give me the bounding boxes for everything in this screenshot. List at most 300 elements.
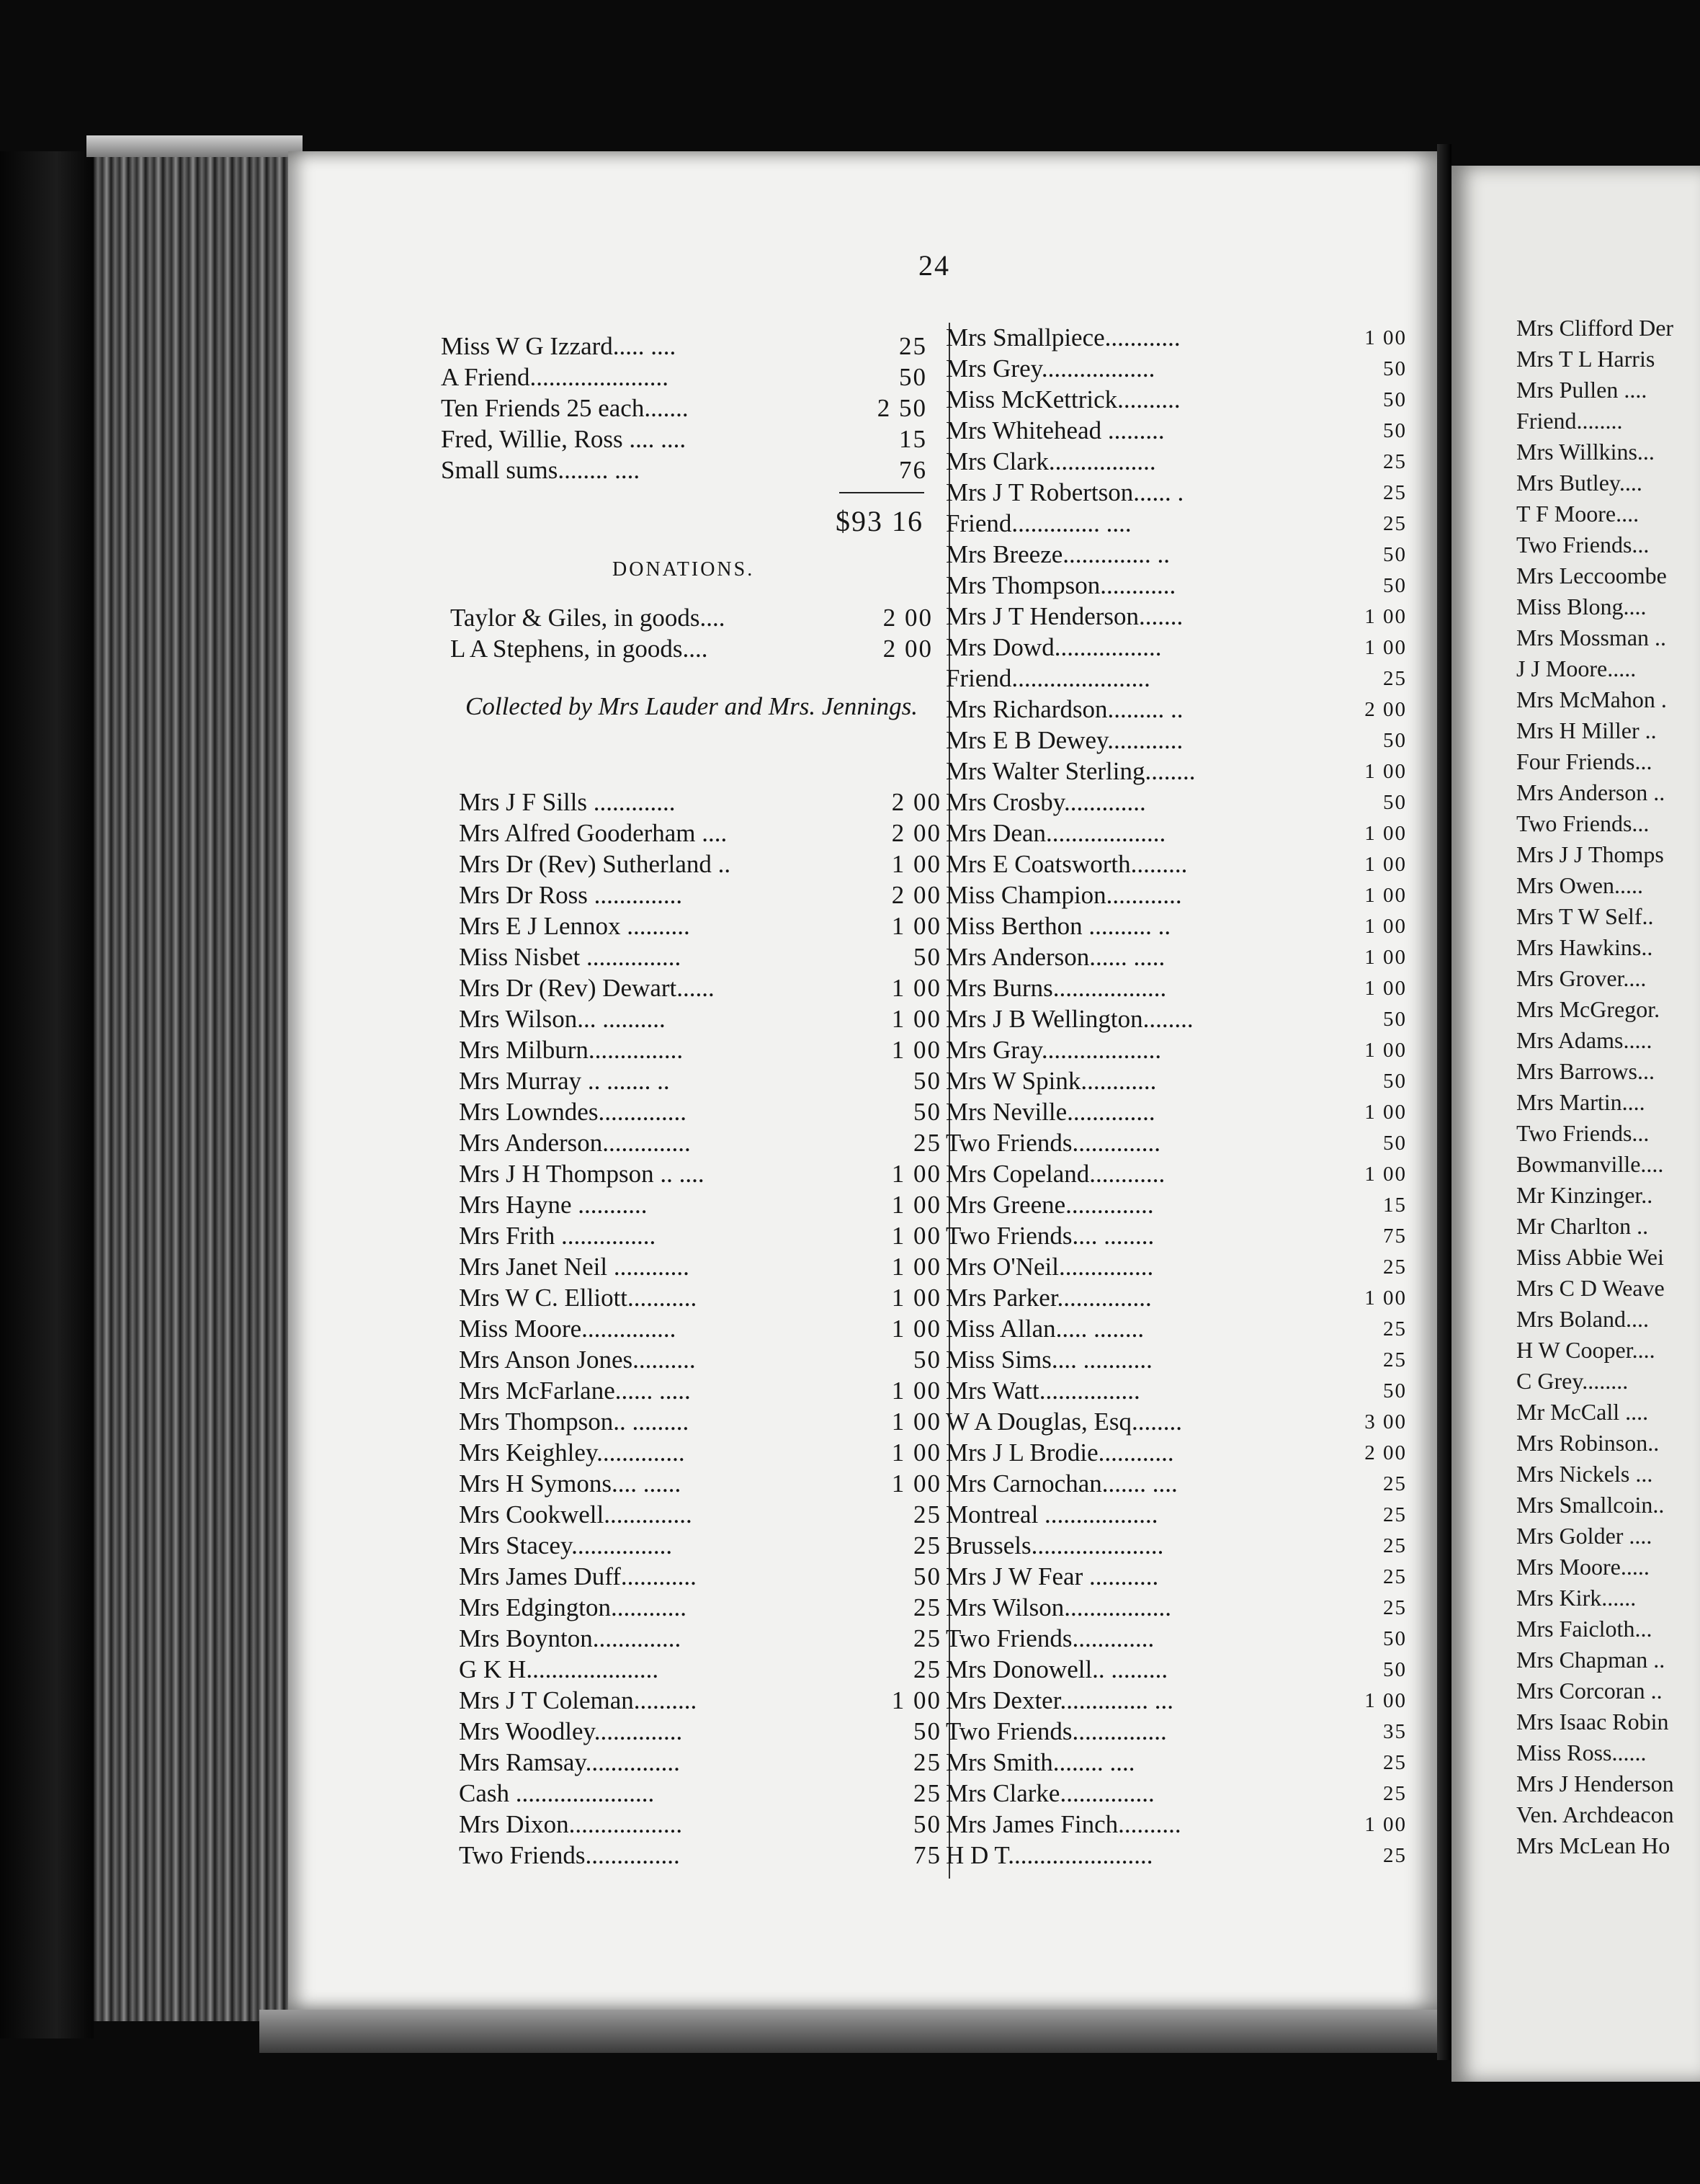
ledger-row [459,1531,941,1561]
donation-amount: 50 [1383,1658,1407,1681]
donor-name: Mrs Crosby............. [946,788,1146,816]
donor-name: Mrs Burns.................. [946,974,1167,1002]
donor-name: H D T....................... [946,1841,1153,1869]
donor-name: Mrs Edgington............ [459,1593,686,1621]
donor-name: Mrs McFarlane...... ..... [459,1377,691,1405]
donation-amount: 25 [1383,1348,1407,1371]
ledger-row [946,1500,1407,1530]
ledger-row [441,424,927,455]
donor-name: Mrs Frith ............... [459,1222,656,1250]
ledger-row [459,1283,941,1313]
donor-name: Mrs James Finch.......... [946,1810,1181,1838]
facing-page-entry: Mrs Robinson.. [1516,1430,1660,1456]
ledger-row [946,1345,1407,1375]
ledger-row [946,1128,1407,1158]
donor-name: Mrs J T Coleman.......... [459,1686,697,1714]
ledger-row [459,849,941,880]
donation-amount: 1 00 [1364,326,1407,349]
donation-amount: 50 [1383,1627,1407,1650]
donation-amount: 25 [1383,1534,1407,1557]
donor-name: Mrs E Coatsworth......... [946,850,1188,878]
donation-amount: 25 [913,1748,941,1776]
donor-name: Mrs Dr (Rev) Sutherland .. [459,850,731,878]
donation-amount: 25 [1383,1256,1407,1279]
donation-amount: 2 00 [1364,1441,1407,1464]
donation-amount: 25 [913,1779,941,1807]
page-edges [94,141,295,2021]
donor-name: Miss McKettrick.......... [946,385,1181,413]
facing-page-entry: Mrs Anderson .. [1516,779,1665,805]
ledger-row [946,1809,1407,1840]
ledger-row [946,973,1407,1003]
facing-page-entry: Mrs Faicloth... [1516,1616,1652,1642]
collected-heading: Collected by Mrs Lauder and Mrs. Jennings. [465,692,918,720]
ledger-row [946,1376,1407,1406]
ledger-row [459,973,941,1003]
facing-page-entry: Mrs Willkins... [1516,439,1655,465]
facing-page-entry: Ven. Archdeacon [1516,1802,1674,1827]
facing-page-entry: Miss Abbie Wei [1516,1244,1664,1270]
facing-page-entry: Mrs Butley.... [1516,470,1642,496]
ledger-row [459,1066,941,1096]
ledger-row [946,849,1407,880]
donor-name: Mrs Janet Neil ............ [459,1253,689,1281]
donor-name: Two Friends.............. [946,1129,1160,1157]
donation-amount: 25 [913,1531,941,1559]
facing-page-entry: Mrs McLean Ho [1516,1832,1670,1858]
donation-amount: 25 [1383,1565,1407,1588]
donor-name: Brussels..................... [946,1531,1164,1559]
ledger-row [946,1686,1407,1716]
donation-amount: 1 00 [1364,1813,1407,1836]
facing-page-entry: H W Cooper.... [1516,1337,1655,1363]
donation-amount: 75 [913,1841,941,1869]
donor-name: Mrs Dean................... [946,819,1166,847]
donation-amount: 1 00 [1364,884,1407,907]
ledger-row [946,1097,1407,1127]
ledger-row [459,787,941,818]
donor-name: Mrs Dexter.............. ... [946,1686,1173,1714]
ledger-row [946,1252,1407,1282]
donation-amount: 2 00 [891,881,941,909]
donor-name: Mrs Clark................. [946,447,1156,475]
donor-name: Mrs Parker............... [946,1284,1152,1312]
ledger-row [459,911,941,941]
ledger-row [459,942,941,972]
donor-name: Mrs Anson Jones.......... [459,1346,696,1374]
donor-name: Mrs Lowndes.............. [459,1098,686,1126]
donor-name: Mrs J H Thompson .. .... [459,1160,704,1188]
donor-name: Two Friends............... [946,1717,1167,1745]
donation-amount: 1 00 [891,1686,941,1714]
facing-page-entry: Mrs McMahon . [1516,686,1667,712]
ledger-row [946,385,1407,415]
donor-name: Mrs Grey.................. [946,354,1155,382]
donation-amount: 1 00 [1364,946,1407,969]
facing-page-entry: Mrs Adams..... [1516,1027,1652,1053]
donor-name: Mrs W C. Elliott........... [459,1284,697,1312]
facing-page-entry: Miss Blong.... [1516,594,1647,619]
ledger-row [946,1221,1407,1251]
ledger-row [459,1624,941,1654]
ledger-row [946,1531,1407,1561]
donation-amount: 50 [913,1067,941,1095]
donation-amount: 1 00 [891,912,941,940]
ledger-row [946,1035,1407,1065]
donation-amount: 1 00 [1364,605,1407,628]
ledger-row [459,1407,941,1437]
ledger-row [946,880,1407,910]
ledger-row [459,1500,941,1530]
donation-amount: 25 [1383,481,1407,504]
donation-amount: 50 [1383,1379,1407,1402]
donation-amount: 1 00 [891,1469,941,1498]
ledger-row [459,1376,941,1406]
book-gutter [1437,144,1451,2060]
page-bottom-edge [259,2010,1455,2053]
ledger-row [441,455,927,485]
donor-name: Mrs Wilson................. [946,1593,1171,1621]
ledger-row [450,634,933,664]
ledger-row [946,1190,1407,1220]
ledger-row [946,1593,1407,1623]
donation-amount: 25 [1383,1782,1407,1805]
donor-name: Mrs E B Dewey............ [946,726,1184,754]
donor-name: L A Stephens, in goods.... [450,635,708,663]
ledger-row [946,1407,1407,1437]
donation-amount: 2 50 [877,394,927,422]
donor-name: Ten Friends 25 each....... [441,394,689,422]
donation-amount: 1 00 [1364,1163,1407,1186]
ledger-row [459,1778,941,1809]
donor-name: Mrs Hayne ........... [459,1191,648,1219]
donation-amount: 25 [913,1129,941,1157]
facing-page-entry: Mrs J Henderson [1516,1771,1674,1796]
ledger-row [946,818,1407,849]
facing-page-entry: Mr McCall .... [1516,1399,1649,1425]
donor-name: Mrs Woodley.............. [459,1717,683,1745]
donation-amount: 50 [1383,419,1407,442]
facing-page-entry: Mrs Nickels ... [1516,1461,1653,1487]
donor-name: Cash ...................... [459,1779,655,1807]
donation-amount: 25 [899,332,927,360]
donation-amount: 50 [913,1810,941,1838]
donor-name: Fred, Willie, Ross .... .... [441,425,686,453]
donor-name: Mrs O'Neil............... [946,1253,1154,1281]
donor-name: Mrs J W Fear ........... [946,1562,1159,1590]
donor-name: Mrs Cookwell.............. [459,1500,692,1529]
ledger-row [459,1686,941,1716]
ledger-row [459,1345,941,1375]
donor-name: W A Douglas, Esq........ [946,1407,1182,1436]
donor-name: Friend...................... [946,664,1150,692]
facing-page-entry: Mrs J J Thomps [1516,841,1664,867]
donation-amount: 25 [1383,1317,1407,1341]
donor-name: Mrs Thompson.. ......... [459,1407,689,1436]
donation-amount: 50 [1383,1132,1407,1155]
facing-page-entry: Mr Charlton .. [1516,1213,1649,1239]
donor-name: Mrs Richardson......... .. [946,695,1184,723]
donation-amount: 1 00 [1364,1101,1407,1124]
subtotal: $93 16 [836,505,923,537]
donation-amount: 1 00 [1364,1689,1407,1712]
donor-name: Mrs Alfred Gooderham .... [459,819,728,847]
donor-name: Small sums........ .... [441,456,640,484]
donation-amount: 1 00 [891,1407,941,1436]
ledger-row [946,942,1407,972]
donation-amount: 25 [1383,1596,1407,1619]
ledger-row [946,756,1407,787]
donor-name: Mrs Donowell.. ......... [946,1655,1168,1683]
book-spine [0,151,94,2038]
ledger-row [459,1809,941,1840]
ledger-row [946,725,1407,756]
ledger-row [459,1469,941,1499]
facing-page-entry: Mrs C D Weave [1516,1275,1665,1301]
donation-amount: 25 [1383,1751,1407,1774]
facing-page-entry: Four Friends... [1516,748,1652,774]
ledger-row [946,1066,1407,1096]
facing-page-entry: Mr Kinzinger.. [1516,1182,1653,1208]
donation-amount: 1 00 [891,1438,941,1467]
donor-name: Mrs Carnochan....... .... [946,1469,1178,1498]
donation-amount: 15 [899,425,927,453]
facing-page-entry: Mrs Owen..... [1516,872,1643,898]
donation-amount: 50 [1383,574,1407,597]
ledger-row [946,663,1407,694]
donor-name: Two Friends............... [459,1841,680,1869]
donor-name: Mrs Clarke............... [946,1779,1155,1807]
donor-name: Mrs Wilson... .......... [459,1005,666,1033]
donation-amount: 1 00 [891,1315,941,1343]
ledger-row [946,694,1407,725]
facing-page-entry: Mrs Clifford Der [1516,315,1674,341]
facing-page-entry: Bowmanville.... [1516,1151,1664,1177]
ledger-row [946,1562,1407,1592]
facing-page-entry: Mrs Leccoombe [1516,563,1667,588]
donor-name: Mrs Greene.............. [946,1191,1154,1219]
ledger-row [459,1128,941,1158]
donation-amount: 75 [1383,1225,1407,1248]
facing-page-entry: Mrs Chapman .. [1516,1647,1665,1673]
donor-name: Two Friends.... ........ [946,1222,1155,1250]
page-edges-top [86,135,303,157]
donor-name: Mrs Milburn............... [459,1036,684,1064]
donation-amount: 1 00 [1364,760,1407,783]
donation-amount: 2 00 [882,604,933,632]
ledger-row [946,1747,1407,1778]
donation-amount: 2 00 [891,819,941,847]
donor-name: Mrs Dixon.................. [459,1810,683,1838]
facing-page-entry: Mrs T L Harris [1516,346,1655,372]
ledger-row [946,601,1407,632]
donor-name: Mrs Walter Sterling........ [946,757,1196,785]
donor-name: Mrs Keighley.............. [459,1438,685,1467]
donor-name: Miss Sims.... ........... [946,1346,1153,1374]
donor-name: Two Friends............. [946,1624,1155,1652]
facing-page-entry: Two Friends... [1516,532,1650,558]
donor-name: Mrs J T Henderson....... [946,602,1184,630]
donor-name: Miss Berthon .......... .. [946,912,1171,940]
donation-amount: 1 00 [891,1036,941,1064]
ledger-row [450,603,933,633]
ledger-row [946,1314,1407,1344]
donor-name: Mrs Stacey................ [459,1531,673,1559]
donation-amount: 25 [913,1593,941,1621]
donor-name: Mrs Smith........ .... [946,1748,1135,1776]
ledger-row [459,1747,941,1778]
ledger-row [459,1035,941,1065]
ledger-row [946,632,1407,663]
facing-page-entry: Mrs T W Self.. [1516,903,1654,929]
donation-amount: 25 [1383,1472,1407,1495]
donor-name: Mrs Dr (Rev) Dewart...... [459,974,715,1002]
donation-amount: 50 [1383,543,1407,566]
donation-amount: 50 [913,1098,941,1126]
donor-name: Mrs Dr Ross .............. [459,881,683,909]
ledger-row [946,1717,1407,1747]
facing-page-entry: Two Friends... [1516,1120,1650,1146]
donation-amount: 1 00 [1364,1286,1407,1310]
ledger-row [459,1562,941,1592]
facing-page-entry: Mrs Corcoran .. [1516,1678,1663,1704]
donation-amount: 50 [899,363,927,391]
donation-amount: 50 [1383,1070,1407,1093]
ledger-row [459,1097,941,1127]
donor-name: Mrs Anderson...... ..... [946,943,1166,971]
ledger-row [946,1283,1407,1313]
facing-page-entry: Mrs Golder .... [1516,1523,1652,1549]
ledger-row [946,1004,1407,1034]
page-number: 24 [918,249,950,282]
donor-name: Miss W G Izzard..... .... [441,332,676,360]
donor-name: A Friend...................... [441,363,668,391]
ledger-row [441,331,927,362]
donation-amount: 76 [899,456,927,484]
facing-page-entry: Mrs H Miller .. [1516,717,1657,743]
donor-name: Mrs Neville.............. [946,1098,1155,1126]
donor-name: Montreal .................. [946,1500,1158,1529]
donation-amount: 2 00 [882,635,933,663]
facing-page-entry: Mrs Barrows... [1516,1058,1655,1084]
donor-name: Miss Moore............... [459,1315,676,1343]
donor-name: Mrs Smallpiece............ [946,323,1181,352]
ledger-row [459,1252,941,1282]
donor-name: Miss Nisbet ............... [459,943,681,971]
donor-name: Mrs Copeland............ [946,1160,1166,1188]
donor-name: Mrs Watt................ [946,1377,1140,1405]
facing-page-entry: J J Moore..... [1516,655,1637,681]
donor-name: Mrs Boynton.............. [459,1624,681,1652]
donation-amount: 3 00 [1364,1410,1407,1433]
ledger-row [946,478,1407,508]
facing-page-entry: T F Moore.... [1516,501,1639,527]
ledger-row [946,1778,1407,1809]
ledger-row [946,1655,1407,1685]
ledger-row [946,1624,1407,1654]
donation-amount: 25 [1383,1844,1407,1867]
facing-page-entry: Mrs McGregor. [1516,996,1660,1022]
facing-page-entry: Mrs Hawkins.. [1516,934,1653,960]
donor-name: Taylor & Giles, in goods.... [450,604,725,632]
ledger-row [946,1840,1407,1871]
donation-amount: 1 00 [891,1191,941,1219]
facing-page-entry: Mrs Kirk...... [1516,1585,1637,1611]
donor-name: Mrs Gray................... [946,1036,1162,1064]
donor-name: Mrs J F Sills ............. [459,788,676,816]
ledger-row [946,1469,1407,1499]
donation-amount: 1 00 [891,1222,941,1250]
facing-page-entry: Mrs Isaac Robin [1516,1709,1669,1735]
ledger-row [459,1314,941,1344]
donation-amount: 50 [913,1717,941,1745]
ledger-row [459,1221,941,1251]
ledger-row [946,1159,1407,1189]
sum-rule [839,492,924,493]
donor-name: G K H..................... [459,1655,659,1683]
donor-name: Mrs James Duff............ [459,1562,697,1590]
ledger-row [946,447,1407,477]
ledger-row [459,1840,941,1871]
donor-name: Mrs W Spink............ [946,1067,1157,1095]
donation-amount: 25 [1383,1503,1407,1526]
ledger-row [459,818,941,849]
ledger-row [459,880,941,910]
donor-name: Miss Allan..... ........ [946,1315,1145,1343]
facing-page-entry: Mrs Smallcoin.. [1516,1492,1665,1518]
donor-name: Friend.............. .... [946,509,1132,537]
donor-name: Mrs Thompson............ [946,571,1176,599]
donations-heading: DONATIONS. [612,558,755,581]
donor-name: Mrs Murray .. ....... .. [459,1067,670,1095]
facing-page-entry: Miss Ross...... [1516,1740,1647,1765]
ledger-row [946,1438,1407,1468]
donation-amount: 50 [1383,791,1407,814]
ledger-row [459,1190,941,1220]
donation-amount: 2 00 [1364,698,1407,721]
facing-page-entry: Mrs Pullen .... [1516,377,1647,403]
ledger-row [946,787,1407,818]
donor-name: Mrs J B Wellington........ [946,1005,1194,1033]
donation-amount: 1 00 [1364,1039,1407,1062]
donation-amount: 1 00 [891,974,941,1002]
donor-name: Mrs H Symons.... ...... [459,1469,681,1498]
donation-amount: 25 [913,1655,941,1683]
donation-amount: 1 00 [891,850,941,878]
donor-name: Mrs Whitehead ......... [946,416,1165,444]
donation-amount: 50 [1383,729,1407,752]
donor-name: Mrs Ramsay............... [459,1748,680,1776]
facing-page-entry: Friend........ [1516,408,1623,434]
donation-amount: 50 [913,943,941,971]
donor-name: Mrs Dowd................. [946,633,1162,661]
ledger-row [946,509,1407,539]
facing-page-entry: Mrs Grover.... [1516,965,1647,991]
facing-page-entry: C Grey........ [1516,1368,1629,1394]
facing-page-entry: Mrs Martin.... [1516,1089,1645,1115]
donation-amount: 1 00 [1364,636,1407,659]
donation-amount: 1 00 [1364,853,1407,876]
donor-name: Mrs Anderson.............. [459,1129,691,1157]
donor-name: Mrs Breeze.............. .. [946,540,1171,568]
donor-name: Miss Champion............ [946,881,1182,909]
donation-amount: 1 00 [891,1253,941,1281]
ledger-row [946,354,1407,384]
donation-amount: 35 [1383,1720,1407,1743]
ledger-row [459,1717,941,1747]
donation-amount: 1 00 [1364,915,1407,938]
ledger-row [946,911,1407,941]
